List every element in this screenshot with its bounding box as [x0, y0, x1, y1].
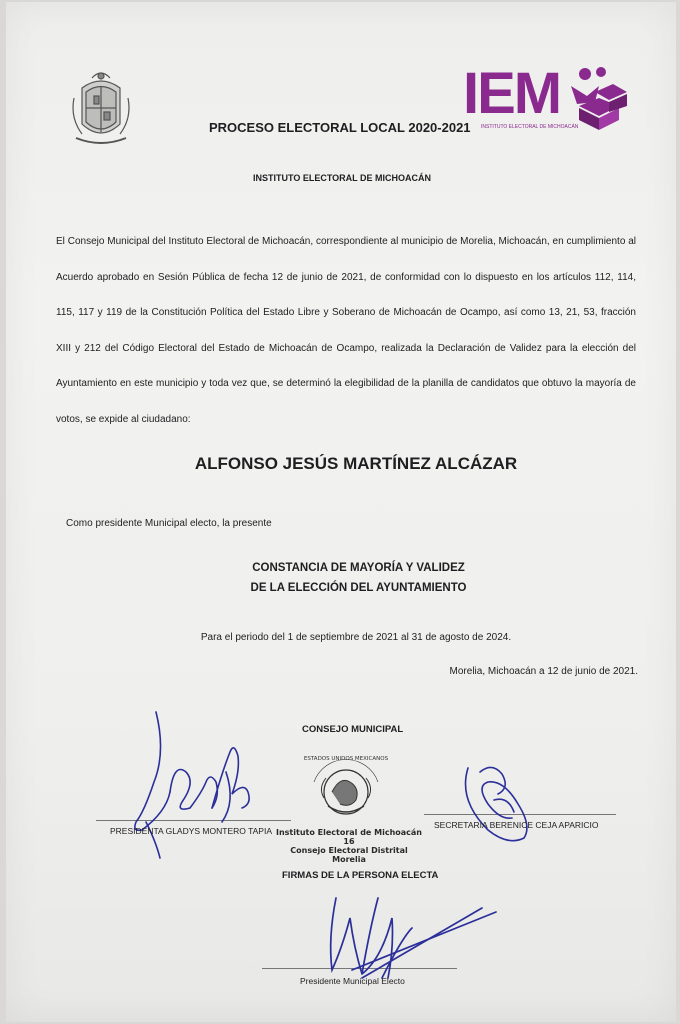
stamp-line-2: 16 — [343, 837, 355, 846]
certificate-title-line2: DE LA ELECCIÓN DEL AYUNTAMIENTO — [250, 582, 467, 594]
iem-logo — [461, 61, 631, 136]
ballot-boxes-icon — [565, 66, 631, 132]
elected-president-label: Presidente Municipal Electo — [300, 976, 405, 986]
iem-logo-subtitle: INSTITUTO ELECTORAL DE MICHOACÁN — [481, 124, 579, 130]
process-title: PROCESO ELECTORAL LOCAL 2020-2021 — [209, 120, 471, 135]
secretary-signature — [458, 760, 538, 844]
svg-text:ESTADOS UNIDOS MEXICANOS: ESTADOS UNIDOS MEXICANOS — [303, 756, 389, 762]
council-title: CONSEJO MUNICIPAL — [302, 724, 404, 735]
electoral-council-stamp — [274, 828, 424, 864]
stamp-line-4: Morelia — [332, 855, 366, 864]
certificate-body-paragraph: El Consejo Municipal del Instituto Electoral de Michoacán, correspondiente al municipio de Morelia, Michoacán, en cumplimiento al Acuerdo aprobado en Sesión Pública de fecha 12 de junio de 2021, de conformidad con lo dispuesto en los artículos 112, 114, 115, 117 y 119 de la Constitución Política del Estado Libre y Soberano de Michoacán de Ocampo, así como 13, 21, 53, fracción XIII y 212 del Código Electoral del Estado de Michoacán de Ocampo, realizada la Declaración de Validez para la elección del Ayuntamiento en este municipio y toda vez que, se determinó la elegibilidad de la planilla de candidatos que obtuvo la mayoría de votos, se expide al ciudadano: — [56, 236, 636, 425]
certificate-title-line1: CONSTANCIA DE MAYORÍA Y VALIDEZ — [252, 562, 465, 574]
elected-person-name: ALFONSO JESÚS MARTÍNEZ ALCÁZAR — [194, 454, 518, 473]
iem-logo-text: IEM — [463, 61, 561, 126]
term-period: Para el periodo del 1 de septiembre de 2021 al 31 de agosto de 2024. — [200, 632, 512, 643]
certificate-title — [226, 558, 491, 598]
document-page — [6, 2, 676, 1022]
institute-name: INSTITUTO ELECTORAL DE MICHOACÁN — [253, 173, 432, 183]
elected-president-signature — [322, 878, 502, 988]
stamp-line-1: Instituto Electoral de Michoacán — [276, 828, 422, 837]
president-signature — [126, 712, 276, 862]
michoacan-crest-icon — [68, 68, 134, 152]
president-label: PRESIDENTA GLADYS MONTERO TAPIA — [110, 826, 273, 836]
mexican-national-seal — [296, 748, 396, 828]
secretary-label: SECRETARIA BERENICE CEJA APARICIO — [434, 820, 599, 830]
stamp-line-3: Consejo Electoral Distrital — [290, 846, 408, 855]
place-and-date: Morelia, Michoacán a 12 de junio de 2021. — [449, 666, 638, 677]
role-line: Como presidente Municipal electo, la presente — [66, 518, 272, 529]
elect-signatures-title: FIRMAS DE LA PERSONA ELECTA — [282, 870, 439, 881]
